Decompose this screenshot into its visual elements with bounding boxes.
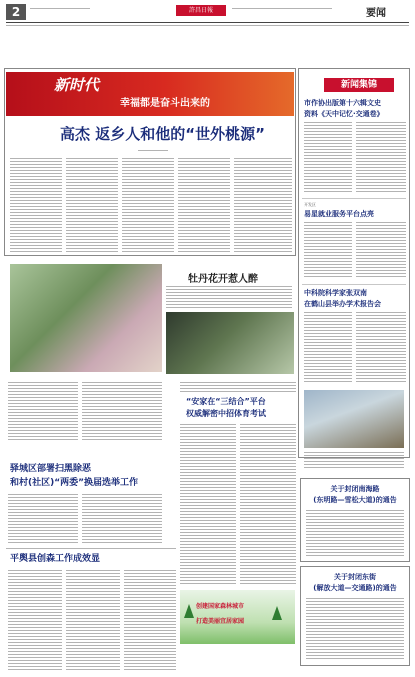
left-article-top — [8, 382, 78, 440]
notice2-body — [306, 598, 404, 660]
xc-body-col2 — [82, 494, 162, 544]
sidebar-rule-1 — [302, 198, 406, 199]
sidebar-item2-body — [304, 222, 352, 278]
py-body-col1 — [8, 570, 62, 670]
banner-slogan: 幸福都是奋斗出来的 — [120, 98, 210, 109]
xc-headline-2: 和村(社区)“两委”换届选举工作 — [10, 478, 139, 488]
notice2-title-2: (解放大道—交通路)的通告 — [313, 584, 397, 592]
left-article-top2 — [82, 382, 162, 440]
sidebar-item1-title-2: 资料《天中记忆·交通卷》 — [304, 110, 384, 118]
header-rule-thin — [6, 25, 409, 26]
sidebar-item1-title-1: 市作协出版第十六辑文史 — [304, 99, 381, 107]
py-body-col3 — [124, 570, 176, 670]
exam-body-col2 — [240, 424, 296, 584]
lead-body-col3 — [122, 158, 174, 252]
sidebar-item3-title-2: 在鹤山县举办学术报告会 — [304, 300, 381, 308]
py-headline: 平舆县创森工作成效显 — [10, 554, 101, 564]
issue-date — [30, 8, 90, 11]
sidebar-header: 新闻集锦 — [324, 78, 394, 92]
notice2-title-1: 关于封闭东街 — [334, 573, 376, 581]
xc-headline-1: 驿城区部署扫黑除恶 — [10, 464, 92, 474]
header-rule — [6, 22, 409, 23]
lead-headline: 高杰 返乡人和他的“世外桃源” — [60, 125, 265, 143]
peony-headline: 牡丹花开惹人醉 — [188, 274, 258, 285]
sidebar-item3-title-1: 中科院科学家张双南 — [304, 289, 367, 297]
lead-body-col2 — [66, 158, 118, 252]
notice1-title-2: (东明路—雪松大道)的通告 — [313, 496, 397, 504]
peony-photographer-photo — [166, 312, 294, 374]
ad-line-1: 创建国家森林城市 — [196, 603, 245, 610]
peony-group-photo — [10, 264, 162, 372]
exam-headline-1: “安家在“三结合”平台 — [186, 397, 266, 406]
lead-body-col4 — [178, 158, 230, 252]
sidebar-photo-caption — [304, 452, 404, 468]
ad-line-2: 打造美丽宜居家园 — [196, 618, 245, 625]
lead-body-col1 — [10, 158, 62, 252]
exam-body-col1 — [180, 424, 236, 584]
tree-icon-2 — [272, 606, 282, 620]
lead-body-col5 — [234, 158, 292, 252]
sidebar-item2-body2 — [356, 222, 406, 278]
lead-byline — [138, 150, 168, 153]
exam-headline-2: 权威解密中招体育考试 — [186, 409, 266, 418]
sidebar-rule-2 — [302, 284, 406, 285]
tree-icon — [184, 604, 194, 618]
notice1-title-1: 关于封闭南海路 — [330, 485, 380, 493]
banner-title: 新时代 — [54, 76, 100, 94]
sidebar-item2-title: 易星就业服务平台点亮 — [304, 210, 374, 218]
sidebar-item2-tag: 开发区 — [304, 202, 316, 207]
notice1-body — [306, 510, 404, 556]
sidebar-item1-body2 — [356, 122, 406, 194]
sidebar-item3-body2 — [356, 312, 406, 384]
middle-article — [180, 382, 296, 392]
editor-credits — [232, 8, 332, 11]
sidebar-item3-body — [304, 312, 352, 384]
py-body-col2 — [66, 570, 120, 670]
left-rule — [6, 548, 176, 549]
section-title: 要闻 — [366, 8, 386, 19]
sidebar-volunteer-photo — [304, 390, 404, 448]
peony-caption — [166, 286, 292, 308]
page-number: 2 — [6, 4, 26, 20]
sidebar-item1-body — [304, 122, 352, 194]
xc-body-col1 — [8, 494, 78, 544]
masthead-logo: 許昌日報 — [176, 5, 226, 16]
